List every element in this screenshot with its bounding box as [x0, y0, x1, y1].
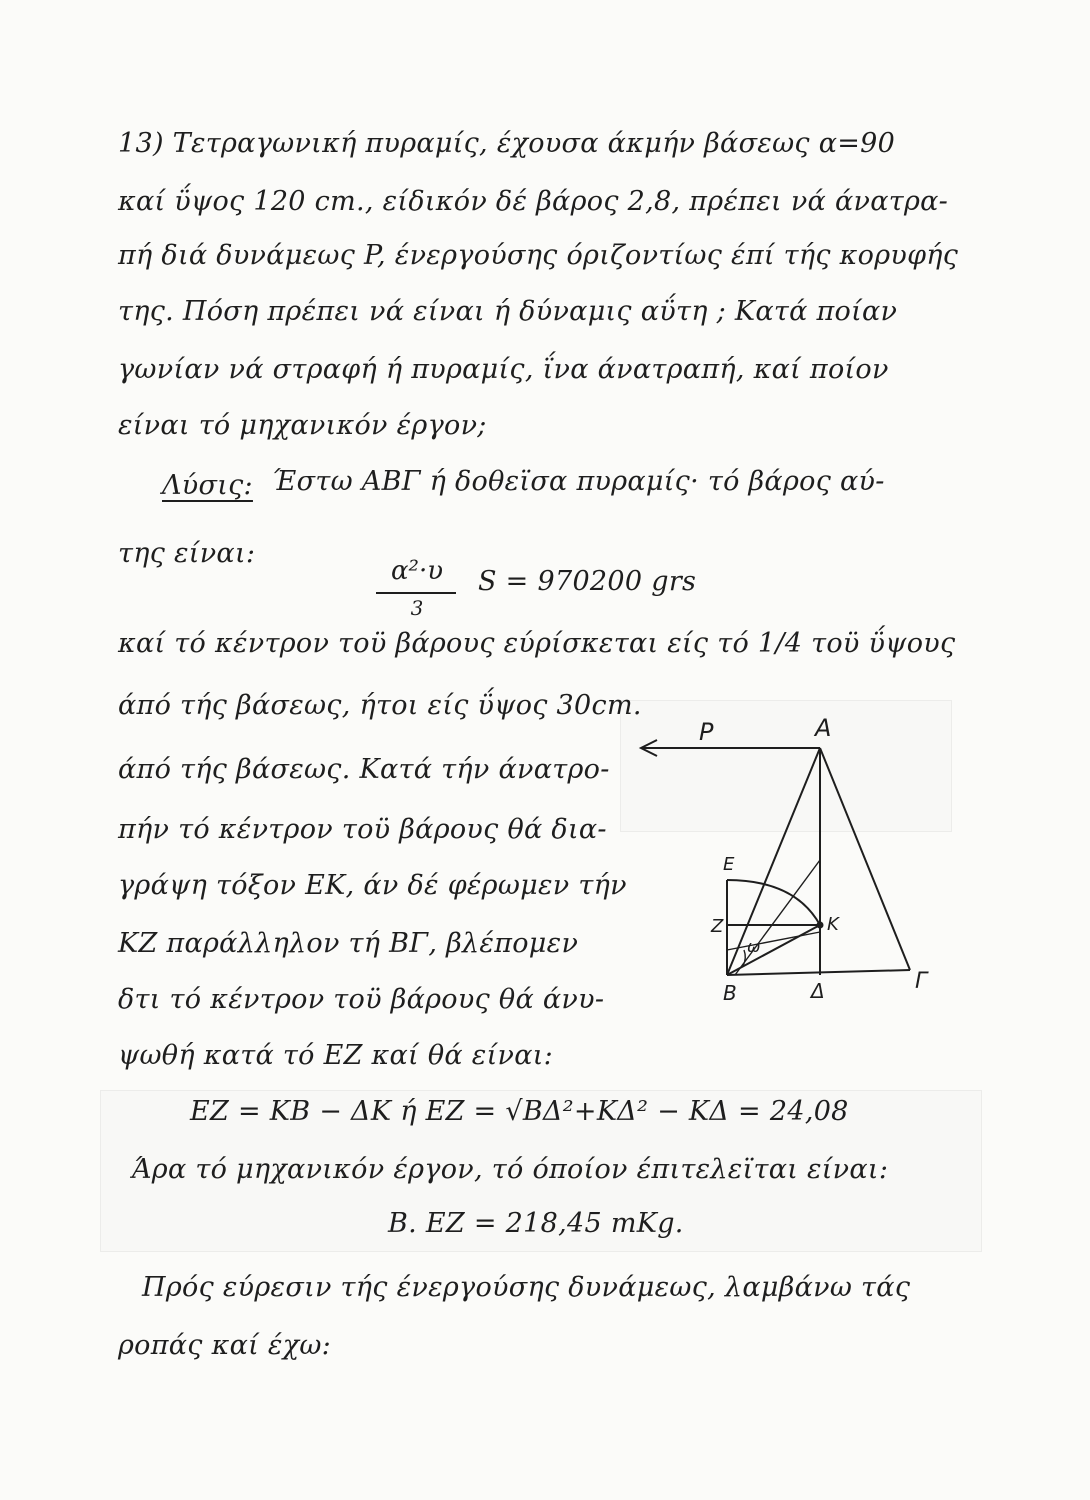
point-K	[817, 922, 824, 929]
center-of-gravity-line-4: πήν τό κέντρον τοϋ βάρους θά δια-	[118, 814, 607, 845]
center-of-gravity-line-8: ψωθή κατά τό ΕΖ καί θά είναι:	[118, 1040, 554, 1071]
solution-label: Λύσις:	[162, 470, 253, 501]
problem-line-4: της. Πόση πρέπει νά είναι ή δύναμις αΰτη ; Κατά ποίαν	[118, 296, 898, 327]
work-intro: Άρα τό μηχανικόν έργον, τό όποίον έπιτελεϊται είναι:	[132, 1154, 889, 1185]
weight-numerator: α²·υ	[390, 556, 444, 586]
label-G: Γ	[915, 969, 928, 994]
label-A: A	[815, 714, 832, 742]
force-line-2: ροπάς καί έχω:	[118, 1330, 332, 1361]
label-omega: ω	[747, 937, 761, 956]
base-BG	[727, 970, 910, 975]
center-of-gravity-line-6: ΚΖ παράλληλον τή ΒΓ, βλέπομεν	[118, 928, 579, 959]
problem-line-5: γωνίαν νά στραφή ή πυραμίς, ΐνα άνατραπή, καί ποίον	[118, 354, 889, 385]
arc-EK	[727, 880, 820, 925]
label-Z: Z	[711, 916, 724, 937]
force-line-1: Πρός εύρεσιν τής ένεργούσης δυνάμεως, λαμβάνω τάς	[142, 1272, 911, 1303]
center-of-gravity-line-1: καί τό κέντρον τοϋ βάρους εύρίσκεται είς τό 1/4 τοϋ ΰψους	[118, 628, 956, 659]
solution-intro: Έστω ΑΒΓ ή δοθεϊσα πυραμίς· τό βάρος αύ-	[272, 466, 885, 497]
work-equation: Β. ΕΖ = 218,45 mKg.	[388, 1208, 684, 1239]
center-of-gravity-line-5: γράψη τόξον ΕΚ, άν δέ φέρωμεν τήν	[118, 870, 627, 901]
label-D: Δ	[811, 979, 825, 1003]
edge-AG	[820, 748, 910, 970]
angle-arc	[743, 950, 745, 966]
pyramid-diagram	[625, 700, 945, 1020]
center-of-gravity-line-3: άπό τής βάσεως. Κατά τήν άνατρο-	[118, 754, 610, 785]
problem-line-1: 13) Τετραγωνική πυραμίς, έχουσα άκμήν βάσεως α=90	[118, 128, 896, 159]
problem-line-2: καί ΰψος 120 cm., είδικόν δέ βάρος 2,8, πρέπει νά άνατρα-	[118, 186, 949, 217]
label-E: E	[723, 854, 735, 875]
center-of-gravity-line-7: δτι τό κέντρον τοϋ βάρους θά άνυ-	[118, 984, 605, 1015]
fraction-bar	[376, 592, 456, 594]
construction-line	[735, 860, 820, 975]
weight-denominator: 3	[410, 596, 424, 620]
label-K: K	[827, 914, 839, 935]
problem-line-6: είναι τό μηχανικόν έργον;	[118, 410, 487, 441]
label-P: P	[699, 718, 714, 746]
label-B: B	[723, 981, 737, 1005]
center-of-gravity-line-2: άπό τής βάσεως, ήτοι είς ΰψος 30cm.	[118, 690, 642, 721]
weight-equation: S = 970200 grs	[478, 566, 697, 597]
weight-fraction	[372, 556, 462, 636]
problem-line-3: πή διά δυνάμεως P, ένεργούσης όριζοντίως έπί τής κορυφής	[118, 240, 959, 271]
ez-equation: ΕΖ = ΚΒ − ΔΚ ή ΕΖ = √ΒΔ²+ΚΔ² − ΚΔ = 24,08	[190, 1096, 849, 1127]
solution-intro-2: της είναι:	[118, 538, 256, 569]
